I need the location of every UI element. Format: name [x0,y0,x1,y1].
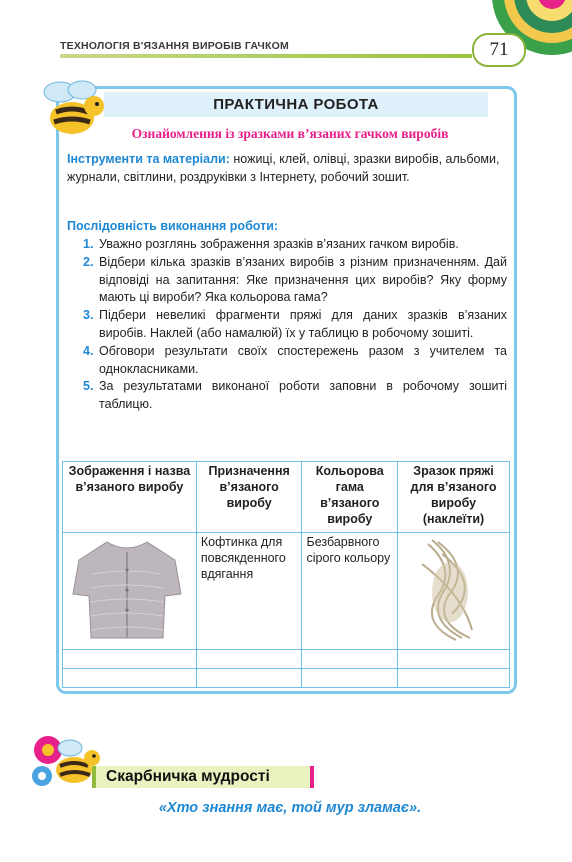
practical-work-title: ПРАКТИЧНА РОБОТА [104,92,488,117]
running-title: ТЕХНОЛОГІЯ В'ЯЗАННЯ ВИРОБІВ ГАЧКОМ [60,40,289,52]
purpose-cell: Кофтинка для повсякденного вдягання [196,533,302,650]
table-row [63,533,510,650]
empty-cell [302,650,398,669]
step-number: 2. [83,254,94,269]
step-number: 3. [83,308,94,323]
step-item [67,343,507,379]
step-item [67,307,507,343]
empty-cell [63,669,197,688]
empty-cell [302,669,398,688]
empty-cell [196,669,302,688]
step-number: 1. [83,237,94,251]
table-header: Кольорова гама в’язаного виробу [302,462,398,533]
step-text: Обговори результати своїх спостережень разом з учителем та однокласниками. [99,343,507,376]
step-item [67,254,507,307]
header-rule [60,54,472,58]
practical-work-subtitle: Ознайомлення із зразками в’язаних гачком виробів [131,126,449,141]
step-item [67,236,507,254]
step-item [67,378,507,414]
step-text: Уважно розглянь зображення зразків в’язаних гачком виробів. [99,237,459,251]
cardigan-image [67,534,187,644]
wisdom-heading: Скарбничка мудрості [92,766,314,788]
color-cell: Безбарвного сірого кольору [302,533,398,650]
empty-cell [63,650,197,669]
tools-paragraph [67,150,507,186]
table-header: Зображення і назва в’язаного виробу [63,462,197,533]
steps-list [67,236,507,414]
yarn-cell [398,533,510,650]
step-text: Відбери кілька зразків в’язаних виробів з різним призначенням. Дай відповіді на запитання: Яке призначення цих виробів? Яку форму мають ці вироби? Яка кольорова гама? [99,254,507,305]
empty-cell [196,650,302,669]
table-header: Зразок пряжі для в’язаного виробу (наклеїти) [398,462,510,533]
step-number: 5. [83,379,94,394]
table-row [63,650,510,669]
empty-cell [398,650,510,669]
empty-cell [398,669,510,688]
table-header: Призначення в’язаного виробу [196,462,302,533]
table-header-row [63,462,510,533]
table-row [63,669,510,688]
wisdom-quote: «Хто знання має, той мур зламає». [158,800,422,816]
yarn-image [402,534,502,644]
step-number: 4. [83,343,94,358]
page-number: 71 [472,33,526,67]
sequence-heading: Послідовність виконання роботи: [67,219,279,233]
step-text: За результатами виконаної роботи заповни в робочому зошиті таблицю. [99,379,507,412]
samples-table [62,461,510,688]
flower-icon [28,728,102,798]
tools-text: ножиці, клей, олівці, зразки виробів, альбоми, журнали, світлини, роздруківки з Інтернету, робочий зошит. [67,152,500,184]
tools-label: Інструменти та матеріали: [67,152,230,166]
cardigan-cell [63,533,197,650]
step-text: Підбери невеликі фрагменти пряжі для даних зразків в’язаних виробів. Наклей (або намалюй) їх у таблицю в робочому зошиті. [99,308,507,340]
